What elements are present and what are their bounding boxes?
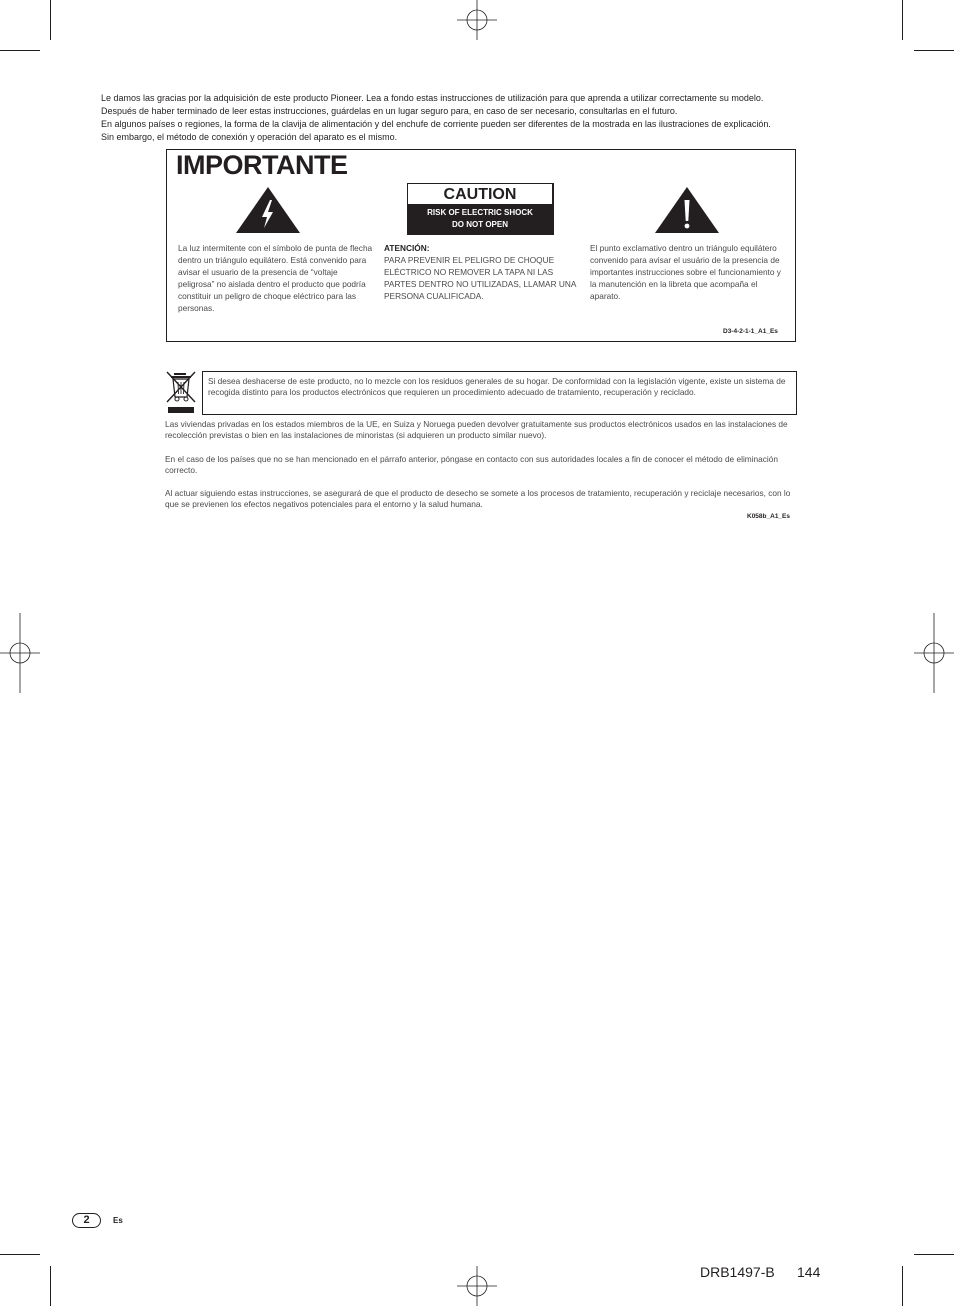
weee-box-paragraph: Si desea deshacerse de este producto, no lo mezcle con los residuos generales de su hogar. De conformidad con la legislación vigente, existe un sistema de recogida distinto para los productos electrónicos que requieren un procedimiento adecuado de tratamiento, recuperación y reciclado. xyxy=(208,376,786,397)
crop-mark xyxy=(914,50,954,51)
lightning-description-text: La luz intermitente con el símbolo de punta de flecha dentro un triángulo equilátero. Está convenido para avisar el usuario de la presencia de “voltaje peligrosa” no aislada dentro el producto que podría constituir un peligro de choque eléctrico para las personas. xyxy=(178,243,373,313)
language-code: Es xyxy=(113,1216,123,1225)
crossed-bin-icon xyxy=(166,370,196,415)
important-title: IMPORTANTE xyxy=(176,150,348,180)
weee-paragraph-text: Al actuar siguiendo estas instrucciones, se asegurará de que el producto de desecho se somete a los procesos de tratamiento, recuperación y reciclaje necesarios, con lo que se previenen los efectos negativos potenciales para el entorno y la salud humana. xyxy=(165,488,791,509)
intro-text xyxy=(101,92,871,144)
important-code: D3-4-2-1-1_A1_Es xyxy=(723,328,778,335)
intro-line: Sin embargo, el método de conexión y operación del aparato es el mismo. xyxy=(101,132,398,142)
document-id: DRB1497-B xyxy=(700,1264,775,1280)
crop-mark xyxy=(0,1254,40,1255)
caution-subtext xyxy=(408,207,552,231)
caution-line-2: DO NOT OPEN xyxy=(451,220,508,229)
registration-mark-icon xyxy=(914,613,954,693)
caution-description xyxy=(384,242,580,302)
intro-line: Le damos las gracias por la adquisición de este producto Pioneer. Lea a fondo estas instrucciones de utilización para que aprenda a utilizar correctamente su modelo. xyxy=(101,93,764,103)
exclamation-warning-icon xyxy=(654,186,720,234)
weee-paragraph-3 xyxy=(165,488,797,510)
weee-paragraph-text: Las viviendas privadas en los estados miembros de la UE, en Suiza y Noruega pueden devolver gratuitamente sus productos electrónicos usados en las instalaciones de recolección previstas o bien en las instalaciones de minoristas (si adquieren un producto similar nuevo). xyxy=(165,419,788,440)
intro-line: En algunos países o regiones, la forma de la clavija de alimentación y del enchufe de corriente pueden ser diferentes de la mostrada en las ilustraciones de explicación. xyxy=(101,119,771,129)
caution-label-box xyxy=(407,183,554,235)
document-page-number: 144 xyxy=(797,1264,821,1280)
caution-line-1: RISK OF ELECTRIC SHOCK xyxy=(427,208,533,217)
caution-label: CAUTION xyxy=(408,184,552,204)
lightning-warning-icon xyxy=(235,186,301,234)
crop-mark xyxy=(0,50,40,51)
weee-paragraph-1 xyxy=(165,419,797,441)
crop-mark xyxy=(50,0,51,40)
crop-mark xyxy=(902,1266,903,1306)
exclamation-description-text: El punto exclamativo dentro un triángulo equilátero convenido para avisar el usuário de la presencia de importantes instrucciones sobre el funcionamiento y la manutención en la libreta que acompaña el aparato. xyxy=(590,243,781,301)
weee-paragraph-2 xyxy=(165,454,797,476)
registration-mark-icon xyxy=(457,1266,497,1306)
crop-mark xyxy=(902,0,903,40)
crop-mark xyxy=(50,1266,51,1306)
intro-line: Después de haber terminado de leer estas instrucciones, guárdelas en un lugar seguro para, en caso de ser necesario, consultarlas en el futuro. xyxy=(101,106,678,116)
weee-paragraph-text: En el caso de los países que no se han mencionado en el párrafo anterior, póngase en contacto con sus autoridades locales a fin de conocer el método de eliminación correcto. xyxy=(165,454,778,475)
caution-description-text: PARA PREVENIR EL PELIGRO DE CHOQUE ELÉCTRICO NO REMOVER LA TAPA NI LAS PARTES DENTRO NO UTILIZADAS, LLAMAR UNA PERSONA CUALIFICADA. xyxy=(384,255,576,301)
crop-mark xyxy=(914,1254,954,1255)
registration-mark-icon xyxy=(457,0,497,40)
weee-box-text xyxy=(208,376,792,398)
weee-code: K058b_A1_Es xyxy=(747,513,790,520)
page-number-badge: 2 xyxy=(72,1213,101,1228)
exclamation-description xyxy=(590,242,785,302)
lightning-description xyxy=(178,242,373,314)
registration-mark-icon xyxy=(0,613,40,693)
caution-heading: ATENCIÓN: xyxy=(384,243,430,253)
